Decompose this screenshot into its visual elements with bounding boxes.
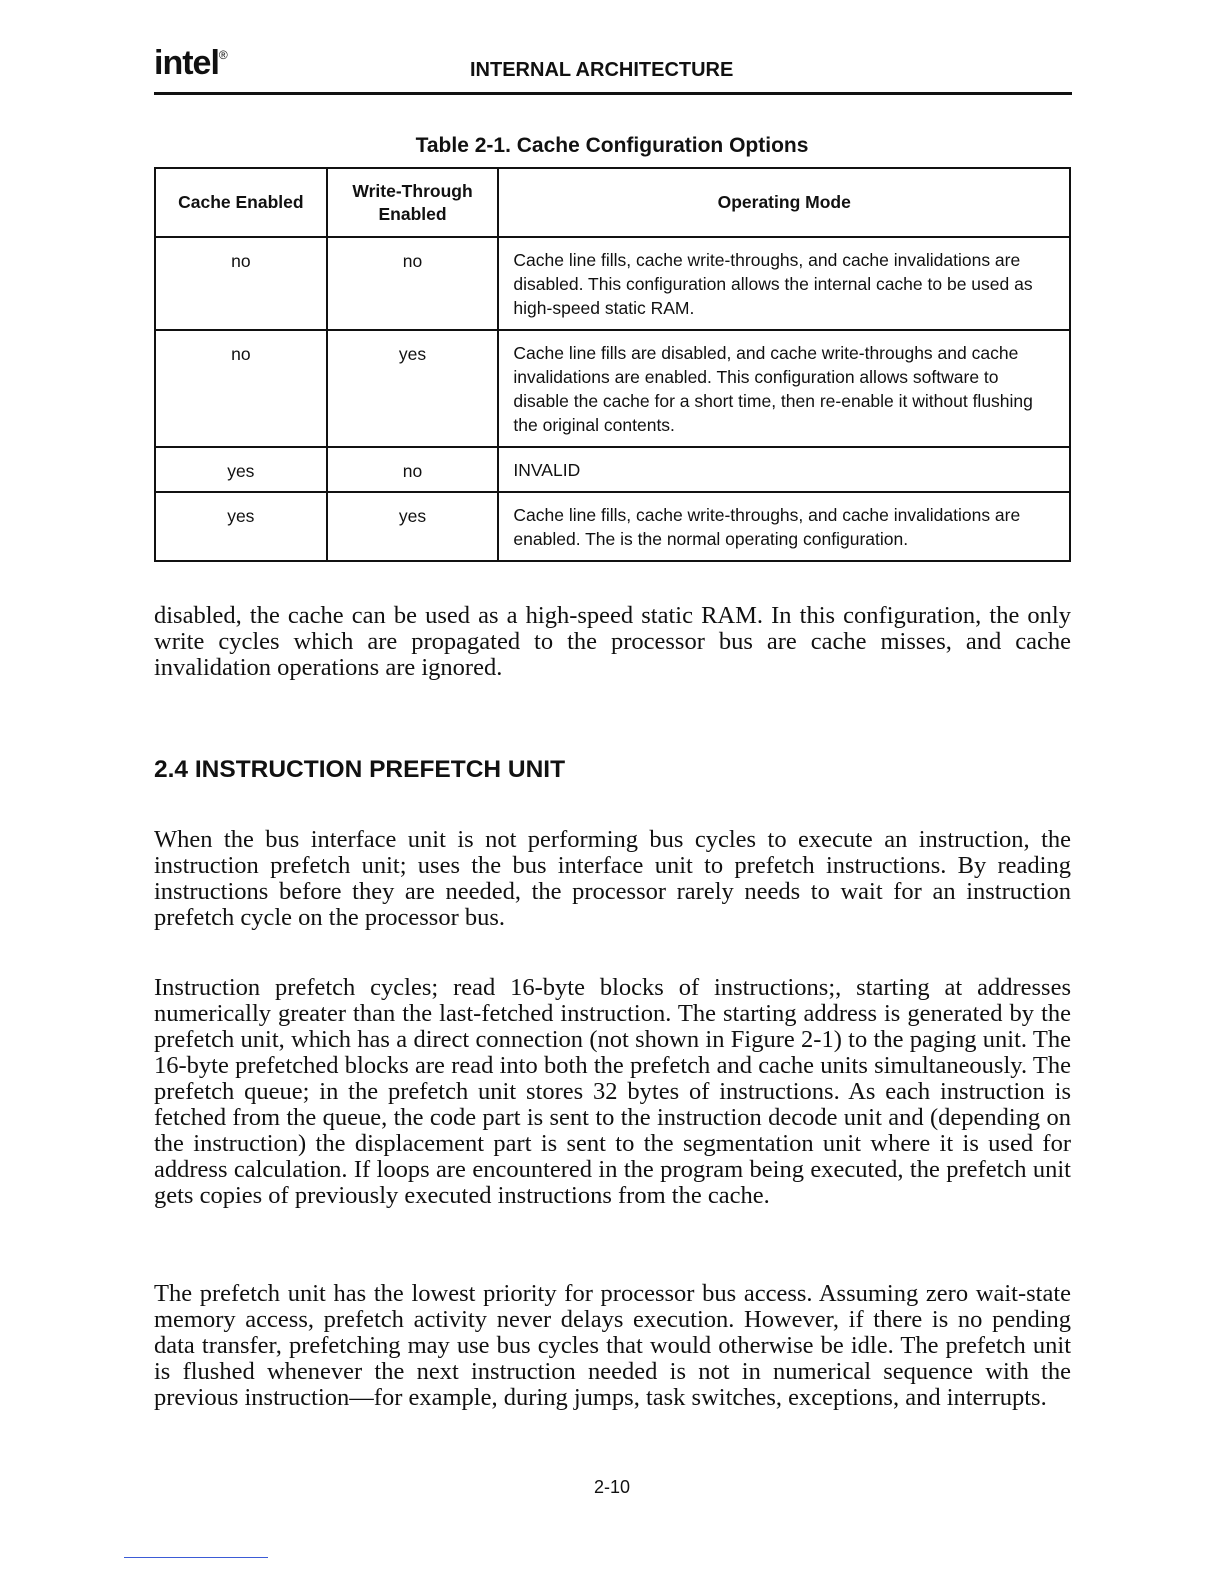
cell-cache-enabled: no bbox=[155, 237, 327, 330]
header-write-through-label: Write-Through Enabled bbox=[352, 180, 473, 224]
header-cache-enabled: Cache Enabled bbox=[155, 168, 327, 237]
cell-operating-mode: INVALID bbox=[498, 447, 1070, 492]
cell-cache-enabled: yes bbox=[155, 492, 327, 561]
paragraph-prefetch-priority: The prefetch unit has the lowest priority for processor bus access. Assuming zero wait-state memory access, prefetch activity never delays execution. However, if there is no pending data transfer, prefetching may use bus cycles that would otherwise be idle. The prefetch unit is flushed whenever the next instruction needed is not in numerical sequence with the previous instruction—for example, during jumps, task switches, exceptions, and interrupts. bbox=[154, 1280, 1071, 1411]
header-operating-mode: Operating Mode bbox=[498, 168, 1070, 237]
paragraph-prefetch-cycles: Instruction prefetch cycles; read 16-byte blocks of instructions;, starting at addresses numerically greater than the last-fetched instruction. The starting address is generated by the prefetch unit, which has a direct connection (not shown in Figure 2-1) to the paging unit. The 16-byte prefetched blocks are read into both the prefetch and cache units simultaneously. The prefetch queue; in the prefetch unit stores 32 bytes of instructions. As each instruction is fetched from the queue, the code part is sent to the instruction decode unit and (depending on the instruction) the displacement part is sent to the segmentation unit where it is used for address calculation. If loops are encountered in the program being executed, the prefetch unit gets copies of previously executed instructions from the cache. bbox=[154, 974, 1071, 1209]
bottom-rule bbox=[124, 1557, 268, 1558]
header-write-through-enabled bbox=[327, 168, 499, 237]
cell-write-through: yes bbox=[327, 330, 499, 447]
intel-logo bbox=[154, 44, 227, 83]
cell-cache-enabled: yes bbox=[155, 447, 327, 492]
cell-write-through: yes bbox=[327, 492, 499, 561]
registered-mark: ® bbox=[218, 48, 227, 62]
section-title: 2.4 INSTRUCTION PREFETCH UNIT bbox=[154, 756, 566, 783]
cell-operating-mode: Cache line fills, cache write-throughs, and cache invalidations are disabled. This configuration allows the internal cache to be used as high-speed static RAM. bbox=[498, 237, 1070, 330]
cell-operating-mode: Cache line fills are disabled, and cache write-throughs and cache invalidations are enabled. This configuration allows software to disable the cache for a short time, then re-enable it without flushing the original contents. bbox=[498, 330, 1070, 447]
table-row bbox=[155, 447, 1070, 492]
cache-configuration-table bbox=[154, 167, 1071, 562]
table-header-row bbox=[155, 168, 1070, 237]
header-rule bbox=[154, 92, 1072, 95]
cell-write-through: no bbox=[327, 237, 499, 330]
cell-cache-enabled: no bbox=[155, 330, 327, 447]
cell-operating-mode: Cache line fills, cache write-throughs, and cache invalidations are enabled. The is the normal operating configuration. bbox=[498, 492, 1070, 561]
table-row bbox=[155, 237, 1070, 330]
intro-paragraph: disabled, the cache can be used as a high-speed static RAM. In this configuration, the only write cycles which are propagated to the processor bus are cache misses, and cache invalidation operations are ignored. bbox=[154, 602, 1071, 681]
table-row bbox=[155, 492, 1070, 561]
paragraph-prefetch-overview: When the bus interface unit is not performing bus cycles to execute an instruction, the instruction prefetch unit; uses the bus interface unit to prefetch instructions. By reading instructions before they are needed, the processor rarely needs to wait for an instruction prefetch cycle on the processor bus. bbox=[154, 826, 1071, 931]
cell-write-through: no bbox=[327, 447, 499, 492]
logo-text: intel bbox=[154, 44, 219, 82]
table-row bbox=[155, 330, 1070, 447]
page-number: 2-10 bbox=[593, 1477, 631, 1497]
table-caption: Table 2-1. Cache Configuration Options bbox=[415, 134, 809, 157]
running-header-title: INTERNAL ARCHITECTURE bbox=[470, 59, 734, 81]
